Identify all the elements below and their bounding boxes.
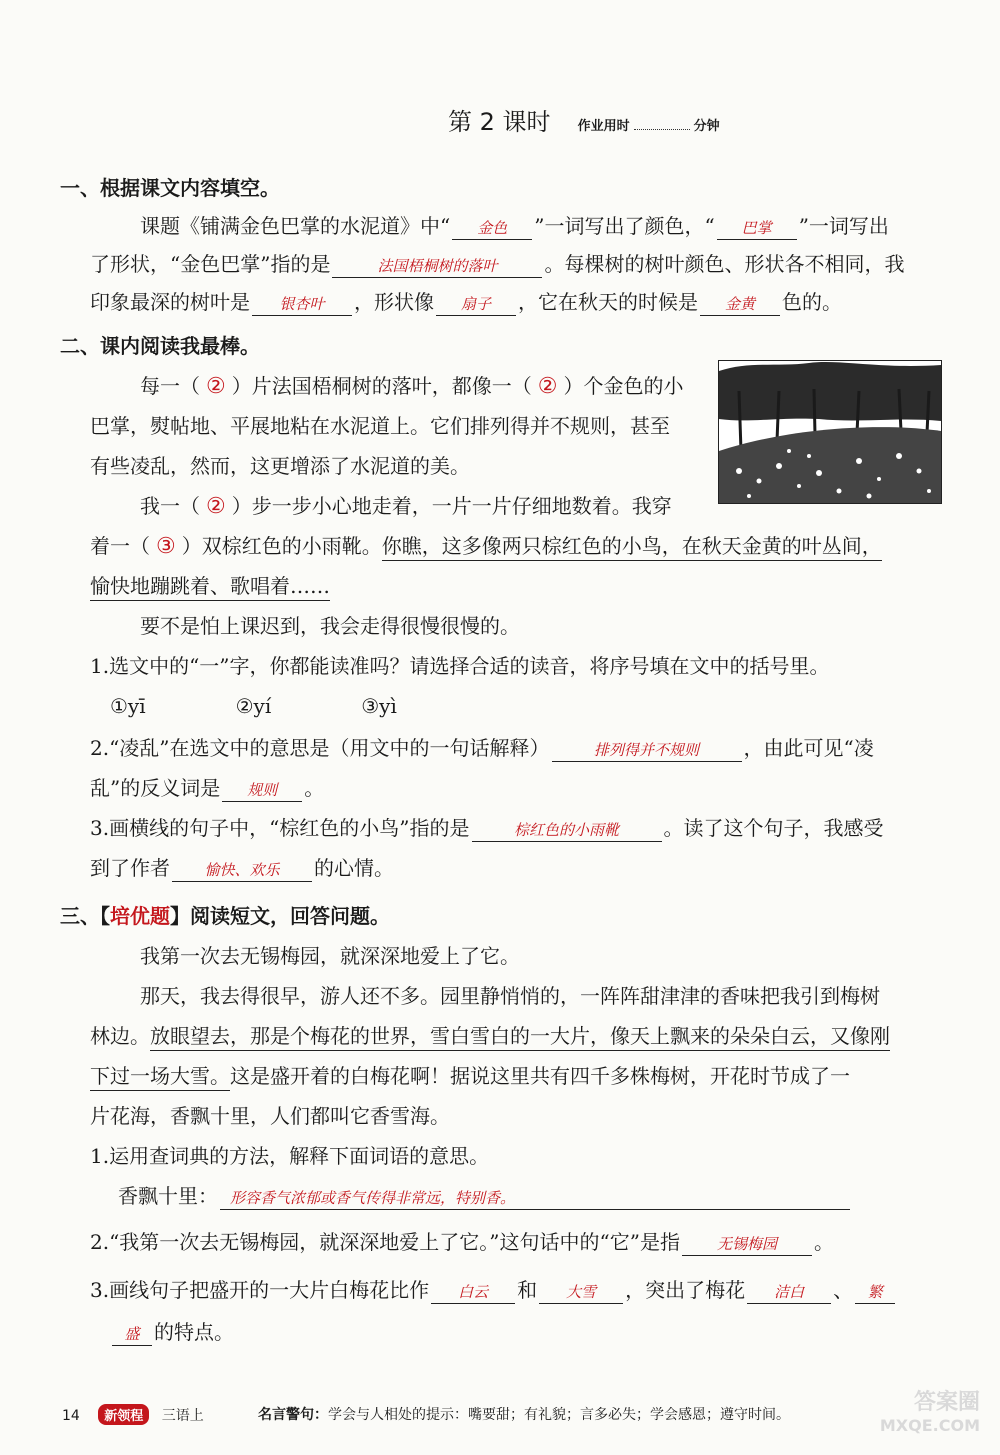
s3-para-1: 我第一次去无锡梅园，就深深地爱上了它。 [140,944,520,968]
watermark: 答案圈 MXQE.COM [879,1390,980,1435]
brand-logo: 新领程 [98,1404,149,1425]
s2-para-1: 每一（ ② ）片法国梧桐树的落叶，都像一（ ② ）个金色的小 [140,374,684,399]
page-footer-left [62,1404,204,1425]
answer-blank: 繁 [855,1281,895,1304]
s1-line-2: 了形状，“金色巴掌”指的是 法国梧桐树的落叶 。每棵树的树叶颜色、形状各不相同，我 [90,252,905,276]
s3-question-3: 3.画线句子把盛开的一大片白梅花比作 白云 和 大雪 ，突出了梅花 洁白 、 繁 [90,1276,897,1304]
s3-question-1-answer: 香飘十里： 形容香气浓郁或香气传得非常远，特别香。 [118,1182,852,1210]
answer-blank: 形容香气浓郁或香气传得非常远，特别香。 [220,1187,850,1210]
answer-paren: ② [206,374,226,399]
s2-question-1: 1.选文中的“一”字，你都能读准吗？请选择合适的读音，将序号填在文中的括号里。 [90,654,830,678]
s2-para-2: 巴掌，熨帖地、平展地粘在水泥道上。它们排列得并不规则，甚至 [90,414,670,438]
autumn-trees-illustration [718,360,942,504]
s2-question-3b: 到了作者 愉快、欢乐 的心情。 [90,856,394,880]
s2-para-7: 要不是怕上课迟到，我会走得很慢很慢的。 [140,614,520,638]
pinyin-options: ①yī ②yí ③yì [110,694,397,718]
answer-blank: 金色 [452,217,532,240]
s2-para-5: 着一（ ③ ）双棕红色的小雨靴。你瞧，这多像两只棕红色的小鸟，在秋天金黄的叶丛间， [90,534,882,559]
s3-question-2: 2.“我第一次去无锡梅园，就深深地爱上了它。”这句话中的“它”是指 无锡梅园 。 [90,1230,834,1254]
answer-blank: 法国梧桐树的落叶 [332,255,542,278]
answer-paren: ③ [156,534,176,559]
s3-question-3b: 盛 的特点。 [110,1318,234,1346]
section-3-heading: 三、【培优题】阅读短文，回答问题。 [60,904,390,928]
answer-blank: 白云 [431,1281,515,1304]
s3-para-4: 下过一场大雪。这是盛开着的白梅花啊！据说这里共有四千多株梅树，开花时节成了一 [90,1062,850,1090]
s1-line-3: 印象最深的树叶是 银杏叶 ，形状像 扇子 ，它在秋天的时候是 金黄 色的。 [90,290,842,314]
time-label: 作业用时 [577,119,630,134]
answer-blank: 巴掌 [717,217,797,240]
s3-question-1: 1.运用查词典的方法，解释下面词语的意思。 [90,1144,490,1168]
answer-paren: ② [206,494,226,519]
answer-blank: 洁白 [747,1281,831,1304]
s3-para-3: 林边。放眼望去，那是个梅花的世界，雪白雪白的一大片，像天上飘来的朵朵白云，又像刚 [90,1022,890,1050]
s2-question-2: 2.“凌乱”在选文中的意思是（用文中的一句话解释） 排列得并不规则 ，由此可见“凌 [90,736,874,760]
time-unit: 分钟 [693,119,720,134]
s3-para-2: 那天，我去得很早，游人还不多。园里静悄悄的，一阵阵甜津津的香味把我引到梅树 [140,984,880,1008]
lesson-header [448,102,720,137]
time-blank [634,129,690,130]
answer-blank: 盛 [112,1323,152,1346]
s2-question-2b: 乱”的反义词是 规则 。 [90,776,325,800]
answer-paren: ② [537,374,558,399]
advanced-tag: 培优题 [110,904,170,928]
answer-blank: 愉快、欢乐 [172,859,312,882]
underlined-sentence: 放眼望去，那是个梅花的世界，雪白雪白的一大片，像天上飘来的朵朵白云，又像刚 [150,1024,890,1051]
answer-blank: 排列得并不规则 [552,739,742,762]
page-number: 14 [62,1408,80,1424]
s2-para-6: 愉快地蹦跳着、歌唱着…… [90,572,330,600]
grade-label: 三语上 [161,1408,204,1424]
section-1-heading: 一、根据课文内容填空。 [60,176,280,200]
motto-label: 名言警句： [258,1407,328,1423]
s2-para-4: 我一（ ② ）步一步小心地走着，一片一片仔细地数着。我穿 [140,494,672,519]
s3-para-5: 片花海，香飘十里，人们都叫它香雪海。 [90,1104,450,1128]
s2-para-3: 有些凌乱，然而，这更增添了水泥道的美。 [90,454,470,478]
answer-blank: 大雪 [539,1281,623,1304]
s2-question-3: 3.画横线的句子中，“棕红色的小鸟”指的是 棕红色的小雨靴 。读了这个句子，我感受 [90,816,884,840]
underlined-sentence: 你瞧，这多像两只棕红色的小鸟，在秋天金黄的叶丛间， [382,534,882,561]
s1-line-1: 课题《铺满金色巴掌的水泥道》中“ 金色 ”一词写出了颜色，“ 巴掌 ”一词写出 [140,214,889,238]
motto [258,1404,790,1424]
answer-blank: 棕红色的小雨靴 [472,819,662,842]
answer-blank: 规则 [222,779,302,802]
motto-text: 学会与人相处的提示：嘴要甜；有礼貌；言多必失；学会感恩；遵守时间。 [328,1407,790,1423]
answer-blank: 银杏叶 [252,293,352,316]
answer-blank: 扇子 [436,293,516,316]
section-2-heading: 二、课内阅读我最棒。 [60,334,260,358]
answer-blank: 无锡梅园 [682,1233,812,1256]
answer-blank: 金黄 [700,293,780,316]
lesson-title: 第 2 课时 [448,108,551,136]
